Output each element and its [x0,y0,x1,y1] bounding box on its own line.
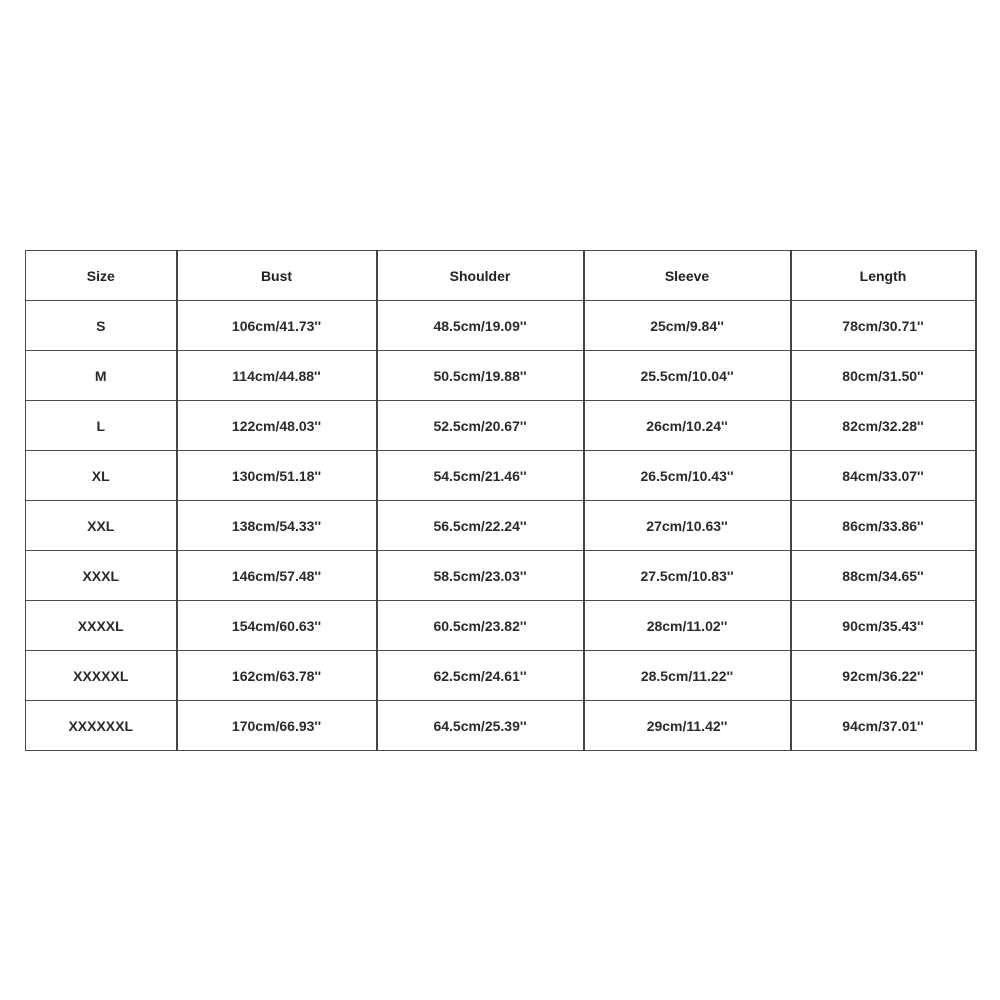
cell-bust: 114cm/44.88'' [177,351,377,401]
cell-sleeve: 29cm/11.42'' [584,701,791,751]
cell-length: 82cm/32.28'' [791,401,976,451]
cell-bust: 130cm/51.18'' [177,451,377,501]
cell-sleeve: 28.5cm/11.22'' [584,651,791,701]
cell-shoulder: 60.5cm/23.82'' [377,601,584,651]
cell-sleeve: 27cm/10.63'' [584,501,791,551]
cell-sleeve: 28cm/11.02'' [584,601,791,651]
cell-length: 88cm/34.65'' [791,551,976,601]
cell-length: 84cm/33.07'' [791,451,976,501]
table-header-row [26,251,976,301]
cell-bust: 154cm/60.63'' [177,601,377,651]
cell-shoulder: 50.5cm/19.88'' [377,351,584,401]
cell-size: L [26,401,177,451]
header-length: Length [791,251,976,301]
cell-length: 78cm/30.71'' [791,301,976,351]
cell-shoulder: 48.5cm/19.09'' [377,301,584,351]
cell-shoulder: 56.5cm/22.24'' [377,501,584,551]
cell-bust: 170cm/66.93'' [177,701,377,751]
header-sleeve: Sleeve [584,251,791,301]
cell-size: XXXXXXL [26,701,177,751]
table-row [26,501,976,551]
table-row [26,651,976,701]
header-bust: Bust [177,251,377,301]
size-chart [25,250,975,750]
cell-shoulder: 52.5cm/20.67'' [377,401,584,451]
cell-length: 92cm/36.22'' [791,651,976,701]
cell-length: 90cm/35.43'' [791,601,976,651]
cell-bust: 162cm/63.78'' [177,651,377,701]
cell-size: S [26,301,177,351]
table-row [26,701,976,751]
header-shoulder: Shoulder [377,251,584,301]
cell-bust: 138cm/54.33'' [177,501,377,551]
cell-size: XL [26,451,177,501]
cell-length: 94cm/37.01'' [791,701,976,751]
cell-size: XXXL [26,551,177,601]
cell-size: XXXXXL [26,651,177,701]
cell-sleeve: 25.5cm/10.04'' [584,351,791,401]
table-row [26,601,976,651]
cell-bust: 106cm/41.73'' [177,301,377,351]
cell-length: 86cm/33.86'' [791,501,976,551]
cell-bust: 146cm/57.48'' [177,551,377,601]
cell-size: XXXXL [26,601,177,651]
cell-length: 80cm/31.50'' [791,351,976,401]
table-row [26,551,976,601]
cell-shoulder: 64.5cm/25.39'' [377,701,584,751]
cell-sleeve: 25cm/9.84'' [584,301,791,351]
cell-shoulder: 54.5cm/21.46'' [377,451,584,501]
header-size: Size [26,251,177,301]
size-table [25,250,977,751]
cell-size: M [26,351,177,401]
cell-bust: 122cm/48.03'' [177,401,377,451]
cell-shoulder: 58.5cm/23.03'' [377,551,584,601]
table-row [26,301,976,351]
cell-shoulder: 62.5cm/24.61'' [377,651,584,701]
table-row [26,451,976,501]
cell-size: XXL [26,501,177,551]
cell-sleeve: 27.5cm/10.83'' [584,551,791,601]
cell-sleeve: 26.5cm/10.43'' [584,451,791,501]
table-row [26,351,976,401]
table-row [26,401,976,451]
cell-sleeve: 26cm/10.24'' [584,401,791,451]
